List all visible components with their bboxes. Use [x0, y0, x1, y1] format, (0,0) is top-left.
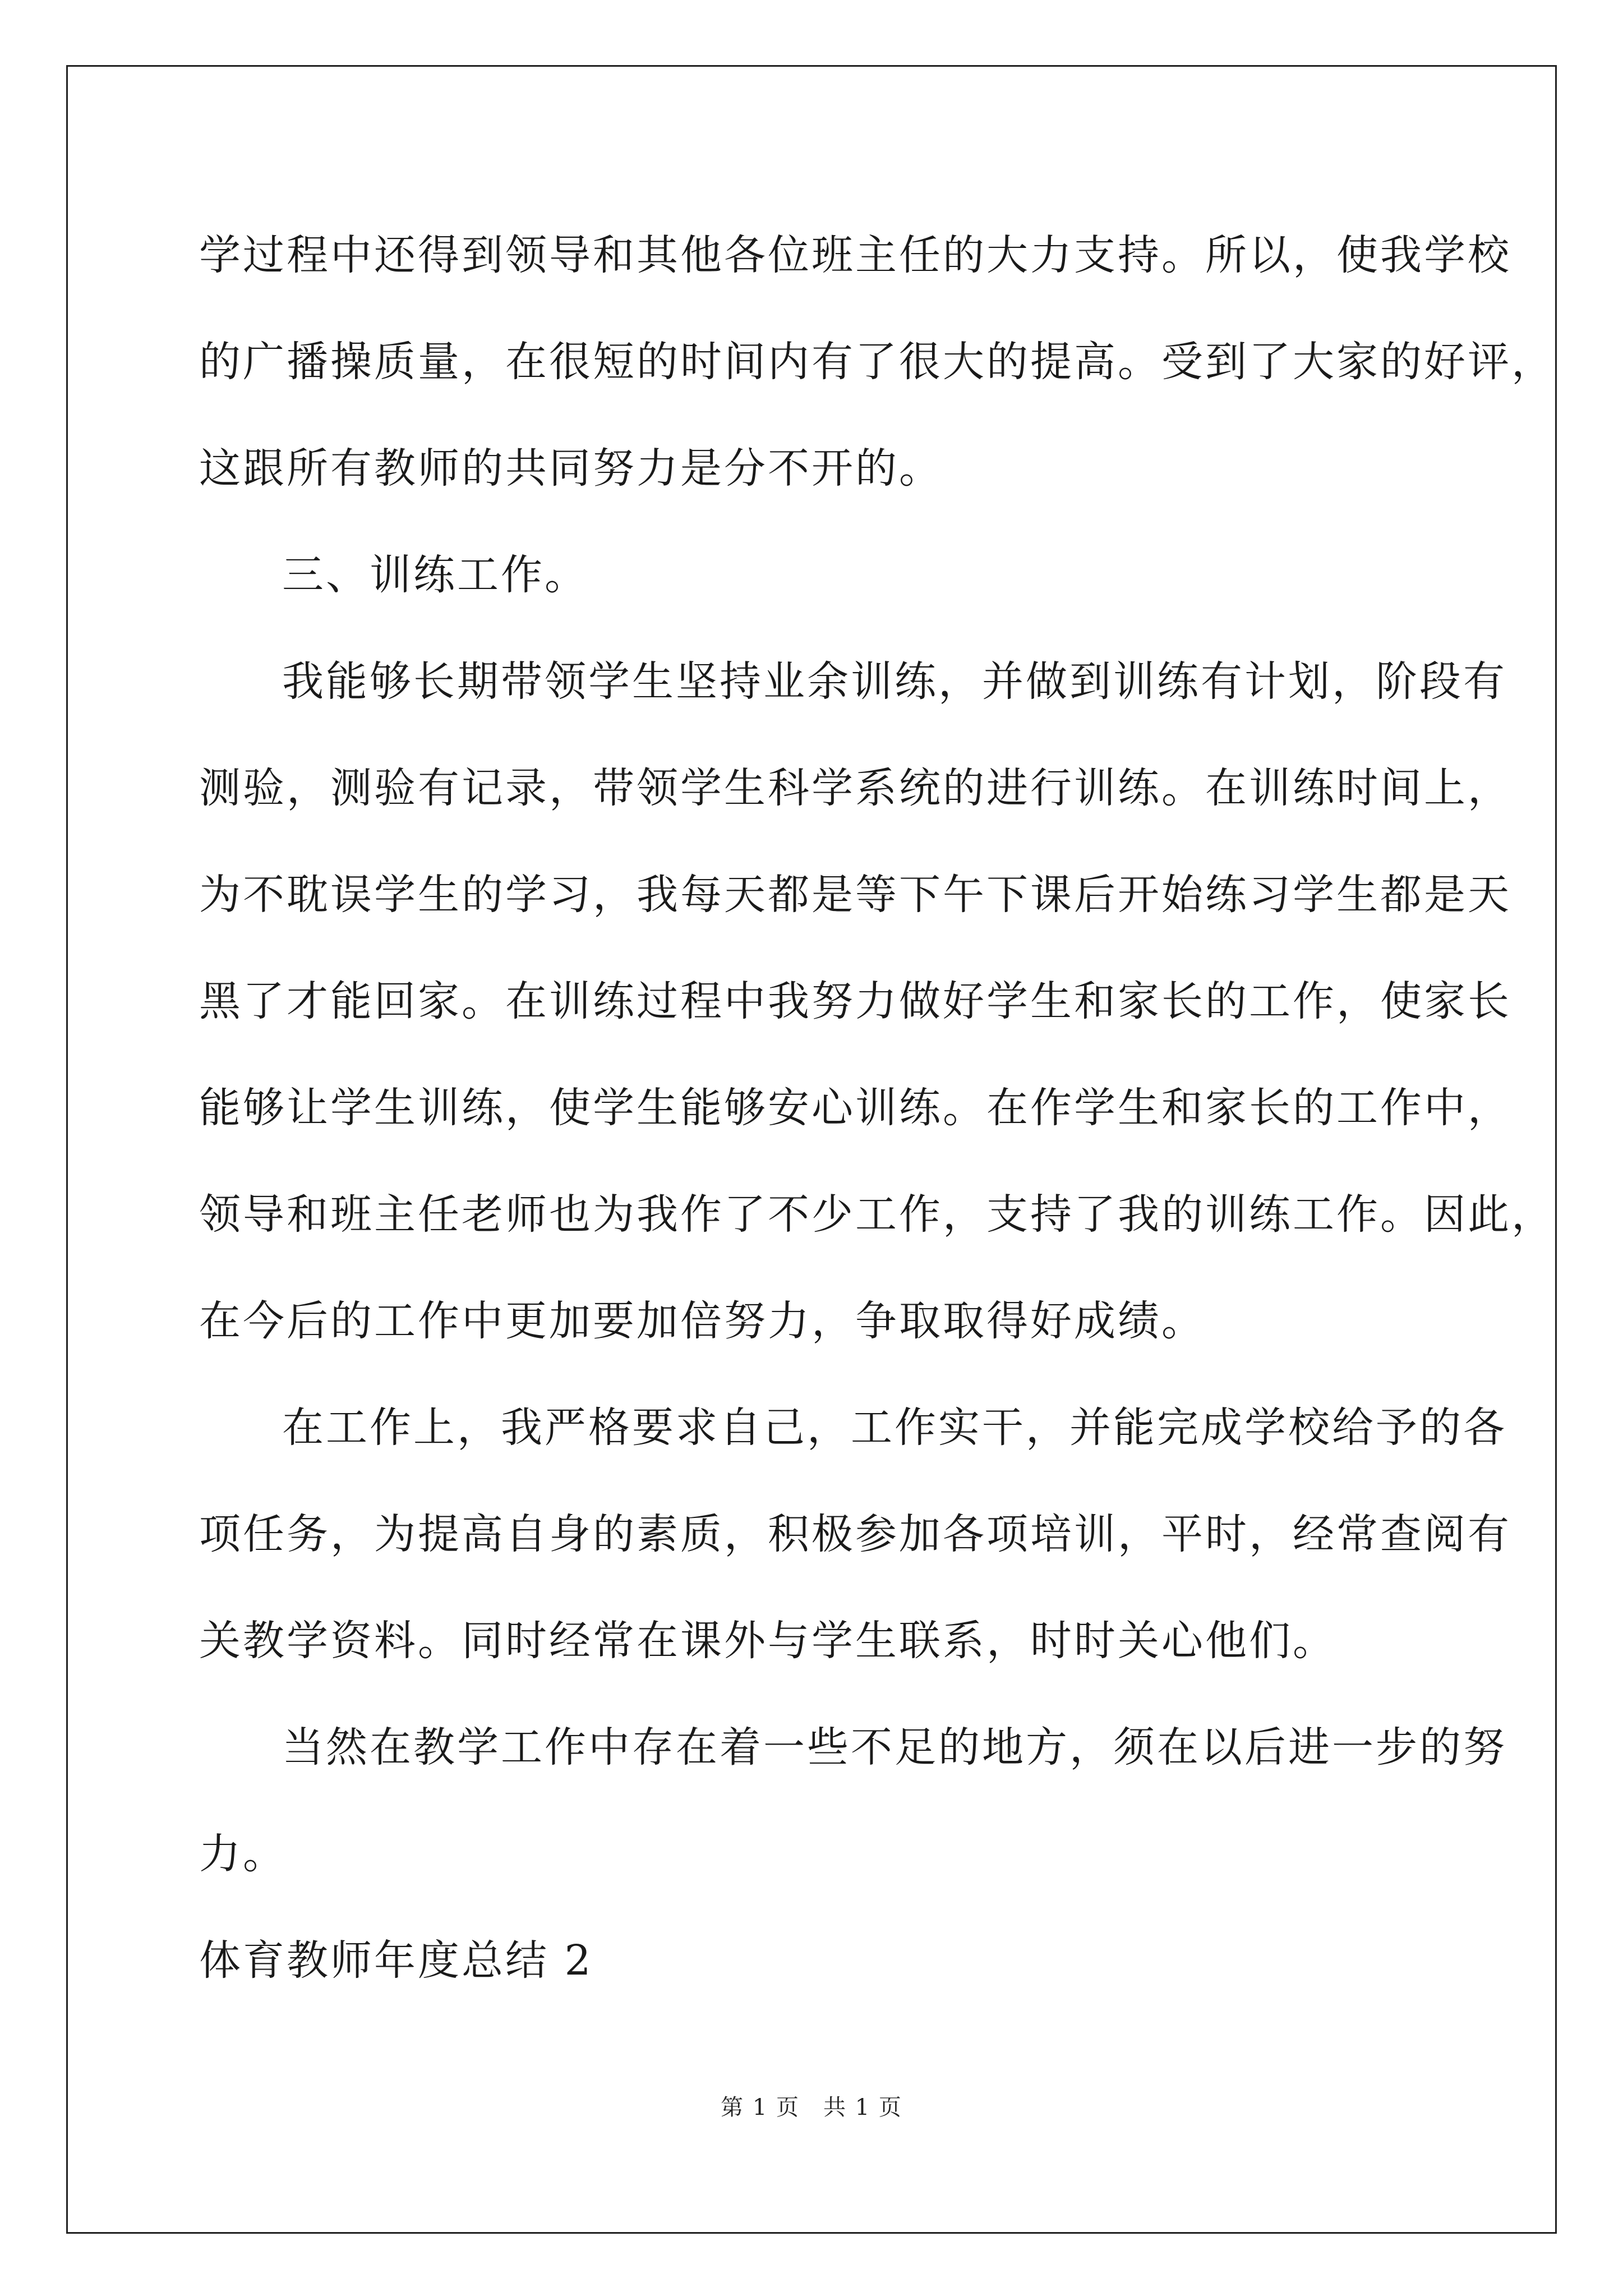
document-body: [199, 202, 1555, 2014]
paragraph-3-line-6: 领导和班主任老师也为我作了不少工作，支持了我的训练工作。因此，: [199, 1190, 1555, 1239]
paragraph-4-line-1: 在工作上，我严格要求自己，工作实干，并能完成学校给予的各: [282, 1404, 1507, 1452]
paragraph-3-line-5: 能够让学生训练，使学生能够安心训练。在作学生和家长的工作中，: [199, 1084, 1511, 1132]
paragraph-1-line-3: 这跟所有教师的共同努力是分不开的。: [199, 444, 943, 493]
paragraph-5-line-1: 当然在教学工作中存在着一些不足的地方，须在以后进一步的努: [282, 1723, 1507, 1772]
paragraph-1-line-1: 学过程中还得到领导和其他各位班主任的大力支持。所以，使我学校: [199, 231, 1511, 279]
subheading-training: 三、训练工作。: [282, 551, 588, 599]
paragraph-4-line-3: 关教学资料。同时经常在课外与学生联系，时时关心他们。: [199, 1617, 1336, 1665]
paragraph-3-line-4: 黑了才能回家。在训练过程中我努力做好学生和家长的工作，使家长: [199, 977, 1511, 1025]
section-heading: 体育教师年度总结 2: [199, 1936, 593, 1985]
paragraph-1-line-2: 的广播操质量，在很短的时间内有了很大的提高。受到了大家的好评，: [199, 338, 1555, 386]
paragraph-5-line-2: 力。: [199, 1830, 287, 1878]
paragraph-3-line-7: 在今后的工作中更加要加倍努力，争取取得好成绩。: [199, 1297, 1205, 1345]
paragraph-3-line-1: 我能够长期带领学生坚持业余训练，并做到训练有计划，阶段有: [282, 657, 1507, 706]
paragraph-4-line-2: 项任务，为提高自身的素质，积极参加各项培训，平时，经常查阅有: [199, 1510, 1511, 1558]
paragraph-3-line-2: 测验，测验有记录，带领学生科学系统的进行训练。在训练时间上，: [199, 764, 1511, 812]
page-number-footer: 第 1 页 共 1 页: [721, 2095, 902, 2120]
paragraph-3-line-3: 为不耽误学生的学习，我每天都是等下午下课后开始练习学生都是天: [199, 871, 1511, 919]
